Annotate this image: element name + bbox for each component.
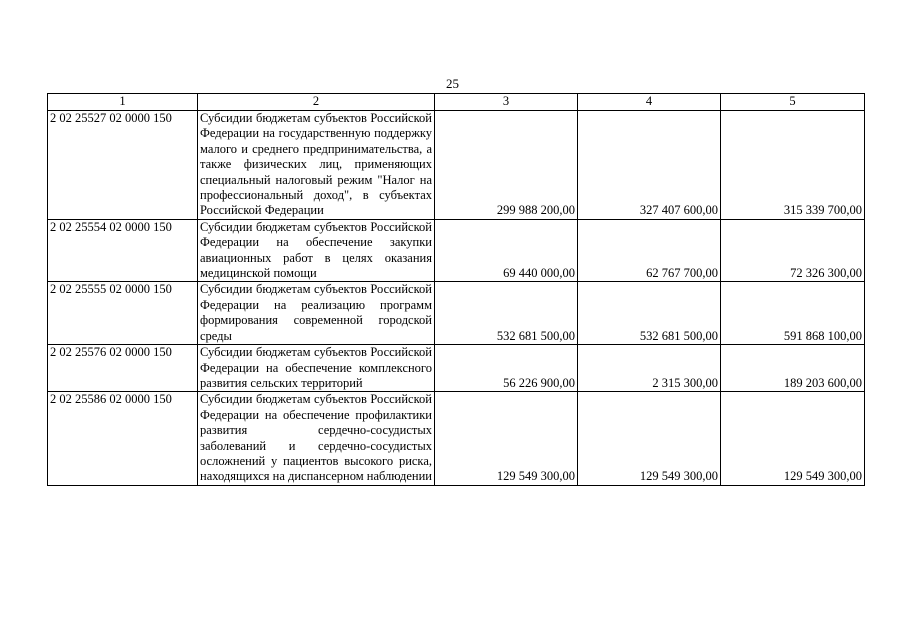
- table-row: [48, 345, 865, 392]
- column-header: 5: [721, 94, 865, 111]
- value-col3: 129 549 300,00: [435, 392, 578, 485]
- row-description: Субсидии бюджетам субъектов Российской Федерации на обеспечение профилактики развития сердечно-сосудистых заболеваний и сердечно-сосудистых осложнений у пациентов высокого риска, находящихся на диспансерном наблюдении: [198, 392, 435, 485]
- table-row: [48, 282, 865, 345]
- value-col4: 129 549 300,00: [578, 392, 721, 485]
- column-header: 1: [48, 94, 198, 111]
- column-header: 4: [578, 94, 721, 111]
- budget-code: 2 02 25576 02 0000 150: [48, 345, 198, 392]
- value-col4: 327 407 600,00: [578, 111, 721, 220]
- row-description: Субсидии бюджетам субъектов Российской Федерации на государственную поддержку малого и среднего предпринимательства, а также физических лиц, применяющих специальный налоговый режим "Налог на профессиональный доход", в субъектах Российской Федерации: [198, 111, 435, 220]
- value-col3: 56 226 900,00: [435, 345, 578, 392]
- table-row: [48, 219, 865, 282]
- value-col4: 62 767 700,00: [578, 219, 721, 282]
- table-row: [48, 392, 865, 485]
- value-col4: 2 315 300,00: [578, 345, 721, 392]
- value-col4: 532 681 500,00: [578, 282, 721, 345]
- value-col5: 72 326 300,00: [721, 219, 865, 282]
- value-col5: 315 339 700,00: [721, 111, 865, 220]
- column-header: 2: [198, 94, 435, 111]
- value-col3: 299 988 200,00: [435, 111, 578, 220]
- table-header-row: [48, 94, 865, 111]
- value-col3: 532 681 500,00: [435, 282, 578, 345]
- value-col5: 189 203 600,00: [721, 345, 865, 392]
- budget-code: 2 02 25554 02 0000 150: [48, 219, 198, 282]
- column-header: 3: [435, 94, 578, 111]
- value-col3: 69 440 000,00: [435, 219, 578, 282]
- row-description: Субсидии бюджетам субъектов Российской Федерации на реализацию программ формирования современной городской среды: [198, 282, 435, 345]
- budget-code: 2 02 25527 02 0000 150: [48, 111, 198, 220]
- value-col5: 129 549 300,00: [721, 392, 865, 485]
- budget-code: 2 02 25586 02 0000 150: [48, 392, 198, 485]
- row-description: Субсидии бюджетам субъектов Российской Федерации на обеспечение закупки авиационных работ в целях оказания медицинской помощи: [198, 219, 435, 282]
- page-number: 25: [446, 76, 459, 91]
- table-row: [48, 111, 865, 220]
- budget-table: [47, 93, 865, 486]
- row-description: Субсидии бюджетам субъектов Российской Федерации на обеспечение комплексного развития сельских территорий: [198, 345, 435, 392]
- value-col5: 591 868 100,00: [721, 282, 865, 345]
- budget-code: 2 02 25555 02 0000 150: [48, 282, 198, 345]
